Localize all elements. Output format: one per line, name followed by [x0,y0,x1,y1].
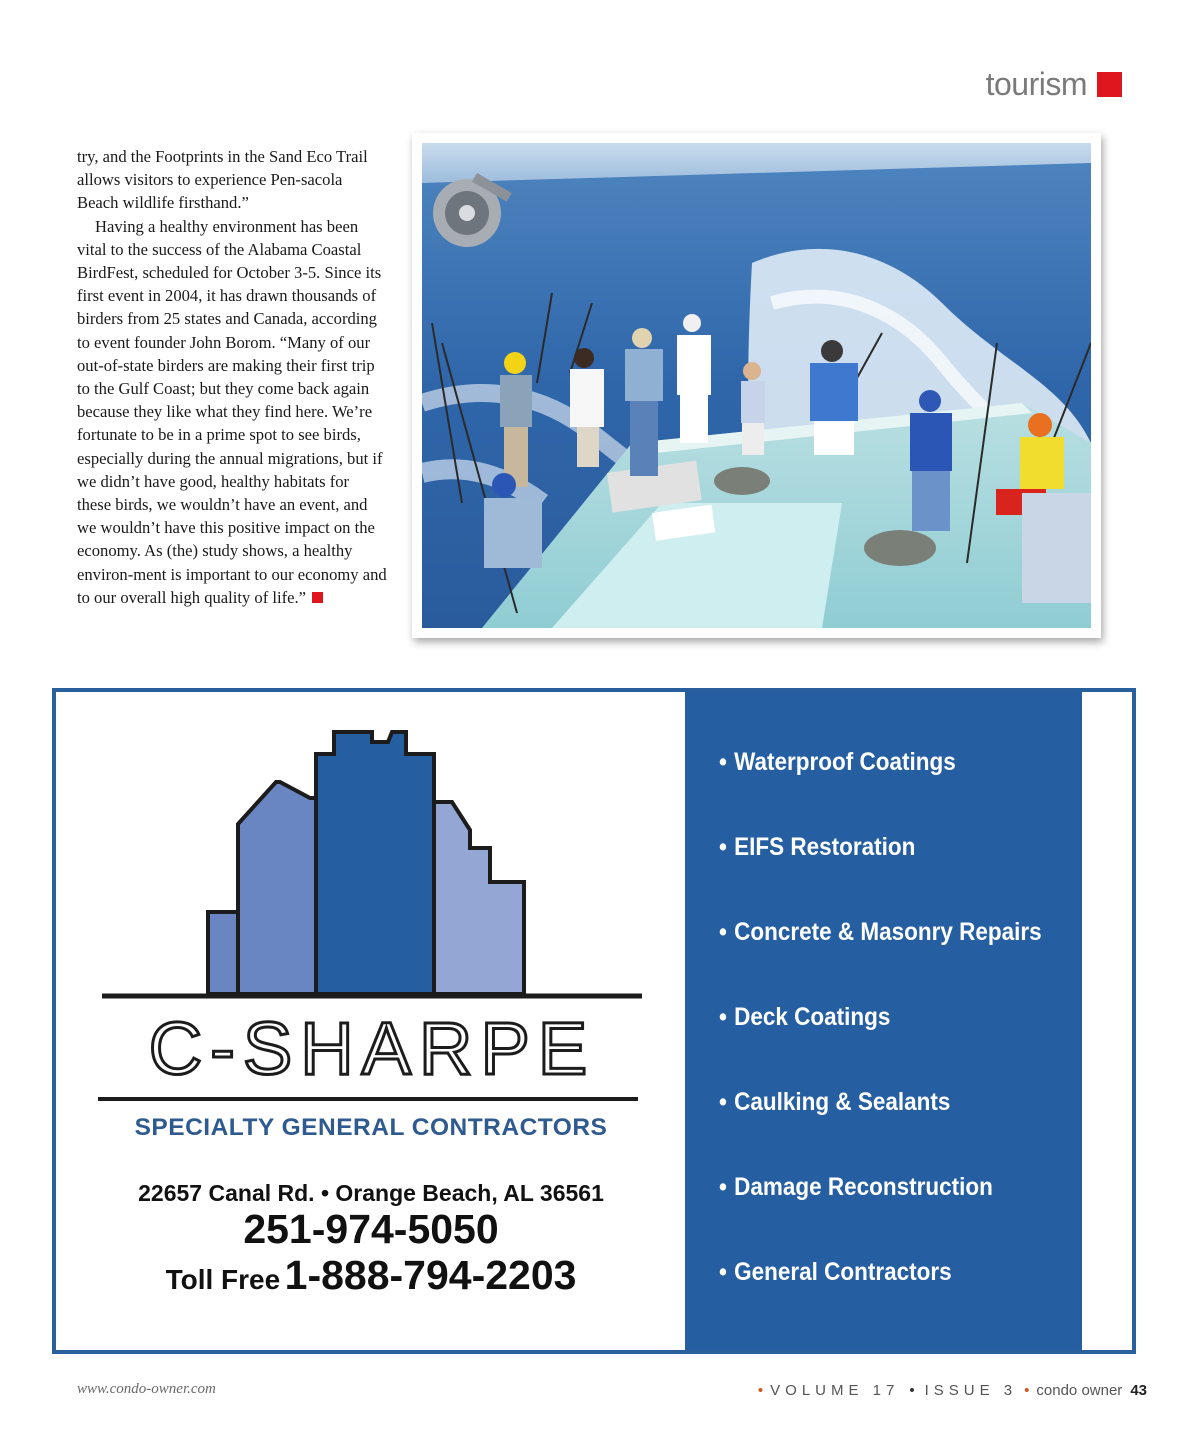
service-item [719,748,956,777]
section-label: tourism [985,66,1087,102]
footer-issue: ISSUE 3 [924,1382,1018,1399]
bullet-icon: • [719,918,727,946]
service-label: Concrete & Masonry Repairs [734,918,1042,946]
company-name: C-SHARPE [148,1007,596,1090]
service-item [719,1088,950,1117]
service-item [719,1003,890,1032]
service-item [719,833,915,862]
article-paragraph-2-text: Having a healthy environment has been vital to the success of the Alabama Coastal BirdFest, scheduled for October 3-5. Since its first event in 2004, it has drawn thousands of birders from 25 states and Canada, according to event founder John Borom. “Many of our out-of-state birders are making their first trip to the Gulf Coast; but they come back again because they like what they find here. We’re fortunate to be in a prime spot to see birds, especially during the annual migrations, but if we didn’t have good, healthy habitats for these birds, we wouldn’t have an event, and we wouldn’t have this positive impact on the economy. As (the) study shows, a healthy environ-ment is important to our economy and to our overall high quality of life.” [77,216,387,607]
services-panel [685,692,1082,1350]
end-of-article-icon [312,592,323,603]
brand-underline [98,1097,638,1101]
bullet-icon: • [719,1003,727,1031]
company-phone: 251-974-5050 [243,1206,499,1252]
service-label: Waterproof Coatings [734,748,956,776]
skyline-logo-icon [96,724,656,1004]
bullet-icon: • [719,833,727,861]
tollfree-label: Toll Free [165,1264,281,1295]
service-label: Caulking & Sealants [734,1088,951,1116]
page-number: 43 [1130,1382,1147,1399]
bullet-icon: • [719,1258,727,1286]
service-label: General Contractors [734,1258,952,1286]
service-label: Damage Reconstruction [734,1173,993,1201]
tollfree-number: 1-888-794-2203 [284,1252,577,1298]
footer-url[interactable]: www.condo-owner.com [77,1381,216,1397]
footer-volume: VOLUME 17 [770,1382,900,1399]
service-item [719,1173,993,1202]
service-item [719,1258,952,1287]
fishing-boat-photo [412,133,1101,638]
footer-dot-icon: • [1024,1382,1030,1399]
bullet-icon: • [719,1088,727,1116]
c-sharpe-advertisement [52,688,1136,1354]
service-label: Deck Coatings [734,1003,891,1031]
bullet-icon: • [719,748,727,776]
article-column [77,145,387,609]
section-tag [986,66,1122,103]
company-address: 22657 Canal Rd. • Orange Beach, AL 36561 [138,1180,604,1206]
service-label: EIFS Restoration [734,833,916,861]
company-tagline: SPECIALTY GENERAL CONTRACTORS [134,1114,608,1141]
bullet-icon: • [719,1173,727,1201]
company-tollfree [86,1252,656,1299]
footer-info [751,1382,1147,1399]
photo-image [422,143,1091,628]
article-paragraph-1-text: try, and the Footprints in the Sand Eco Trail allows visitors to experience Pen-sacola Beach wildlife firsthand.” [77,147,368,213]
article-paragraph-1 [77,145,387,215]
article-paragraph-2 [77,215,387,609]
footer-dot-icon: • [757,1382,764,1399]
service-item [719,918,1042,947]
footer-magazine: condo owner [1036,1382,1123,1399]
section-marker-icon [1097,72,1122,97]
footer-dot-icon: • [909,1382,915,1399]
